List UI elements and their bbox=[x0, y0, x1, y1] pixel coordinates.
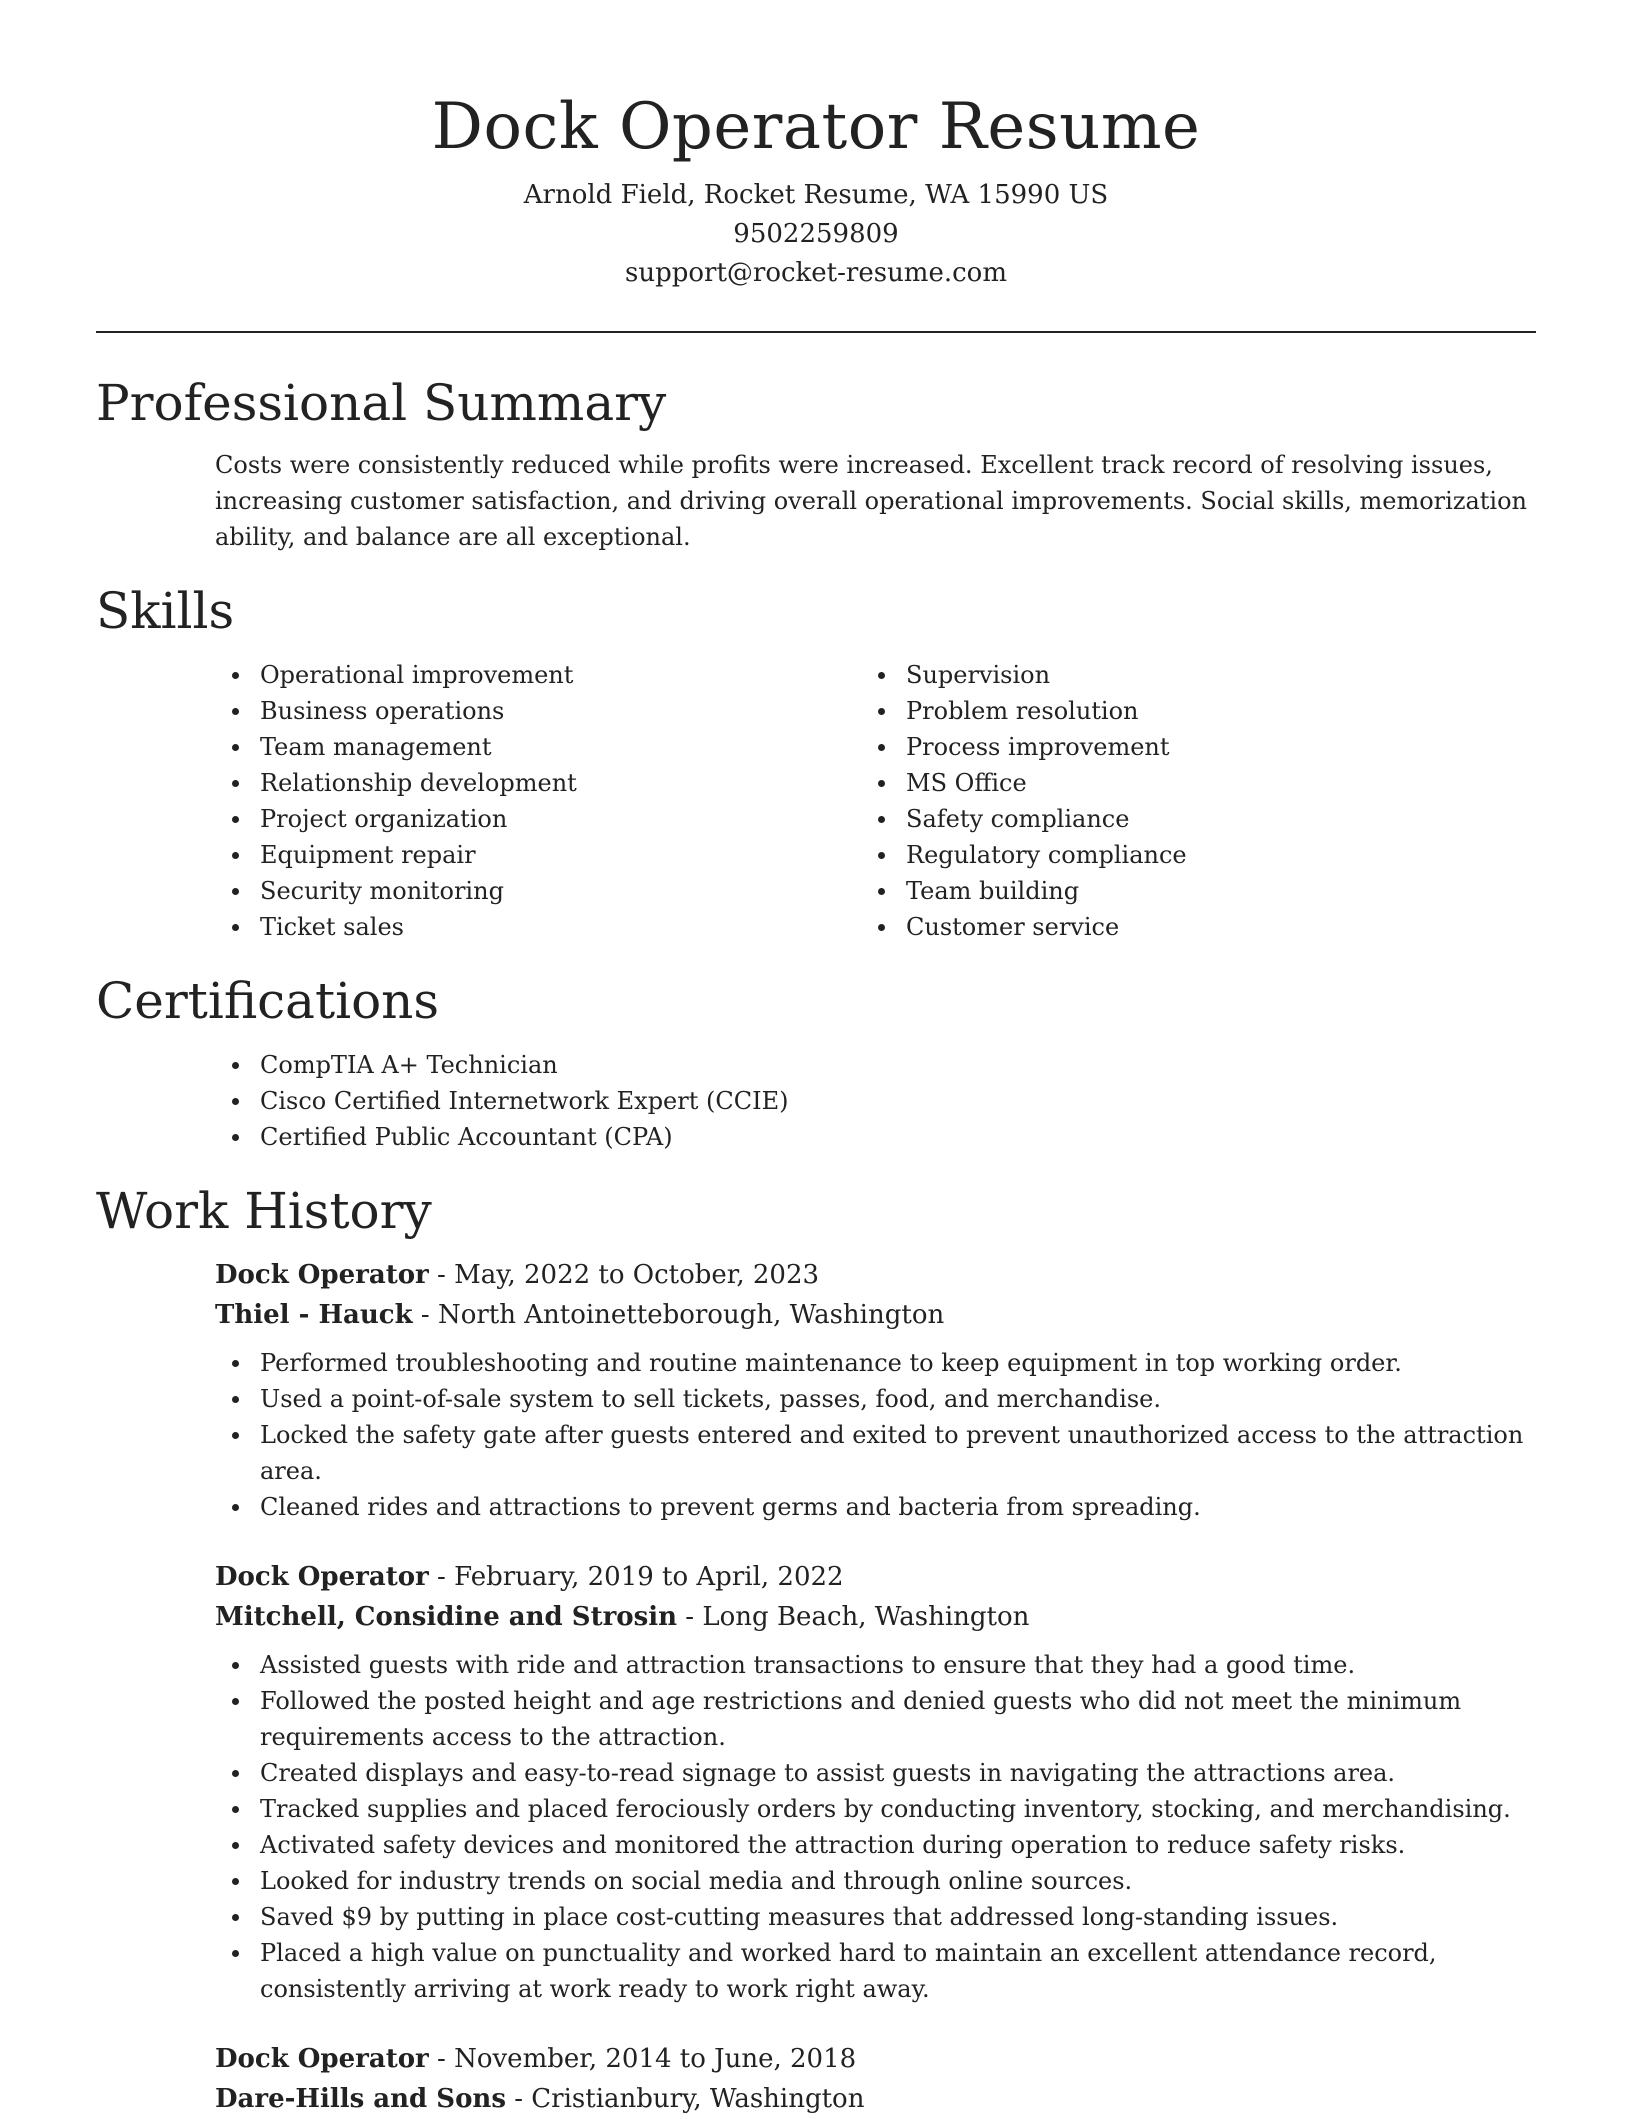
work-history-heading: Work History bbox=[96, 1182, 432, 1240]
skill-item: Project organization bbox=[96, 801, 746, 837]
job-separator: - bbox=[428, 1562, 455, 1592]
job-bullet: Assisted guests with ride and attraction transactions to ensure that they had a good time. bbox=[96, 1647, 1536, 1683]
job-company: Dare-Hills and Sons bbox=[215, 2084, 506, 2114]
job-bullet: Used a point-of-sale system to sell tickets, passes, food, and merchandise. bbox=[96, 1381, 1536, 1417]
job-company-line bbox=[215, 1597, 1536, 1637]
skill-item: Customer service bbox=[746, 909, 1396, 945]
skill-item: Team management bbox=[96, 729, 746, 765]
job-bullets bbox=[96, 1647, 1536, 2007]
job-title-line bbox=[215, 1255, 1536, 1295]
job-location: Long Beach, Washington bbox=[702, 1602, 1030, 1632]
skill-item: Relationship development bbox=[96, 765, 746, 801]
header-divider bbox=[96, 331, 1536, 333]
job-bullet: Activated safety devices and monitored the attraction during operation to reduce safety risks. bbox=[96, 1827, 1536, 1863]
skill-item: Equipment repair bbox=[96, 837, 746, 873]
contact-email: support@rocket-resume.com bbox=[624, 258, 1007, 288]
work-history-jobs bbox=[96, 1255, 1536, 2119]
work-history-section bbox=[96, 1181, 1536, 2119]
job-dates: November, 2014 to June, 2018 bbox=[454, 2044, 857, 2074]
job-bullets bbox=[96, 1345, 1536, 1525]
skill-item: Business operations bbox=[96, 693, 746, 729]
job-company: Mitchell, Considine and Strosin bbox=[215, 1602, 678, 1632]
job-separator: - bbox=[505, 2084, 532, 2114]
job-location: Cristianbury, Washington bbox=[531, 2084, 865, 2114]
contact-info bbox=[96, 176, 1536, 293]
job-bullet: Created displays and easy-to-read signage to assist guests in navigating the attractions area. bbox=[96, 1755, 1536, 1791]
contact-address: Arnold Field, Rocket Resume, WA 15990 US bbox=[523, 180, 1109, 210]
job-separator: - bbox=[677, 1602, 703, 1632]
skills-list-right bbox=[746, 657, 1396, 945]
contact-phone: 9502259809 bbox=[733, 219, 899, 249]
job-dates: February, 2019 to April, 2022 bbox=[454, 1562, 844, 1592]
job-bullet: Cleaned rides and attractions to prevent germs and bacteria from spreading. bbox=[96, 1489, 1536, 1525]
summary-heading: Professional Summary bbox=[96, 374, 667, 432]
job-bullet: Tracked supplies and placed ferociously orders by conducting inventory, stocking, and merchandising. bbox=[96, 1791, 1536, 1827]
skills-columns bbox=[96, 657, 1536, 945]
job-dates: May, 2022 to October, 2023 bbox=[454, 1260, 820, 1290]
skill-item: Safety compliance bbox=[746, 801, 1396, 837]
job-separator: - bbox=[428, 1260, 455, 1290]
certification-item: Cisco Certified Internetwork Expert (CCIE) bbox=[96, 1083, 1536, 1119]
skill-item: Problem resolution bbox=[746, 693, 1396, 729]
certification-item: CompTIA A+ Technician bbox=[96, 1047, 1536, 1083]
skills-section bbox=[96, 581, 1536, 945]
job-company-line bbox=[215, 2079, 1536, 2119]
skills-column-right bbox=[746, 657, 1396, 945]
skill-item: Supervision bbox=[746, 657, 1396, 693]
skill-item: MS Office bbox=[746, 765, 1396, 801]
job-title: Dock Operator bbox=[215, 1562, 429, 1592]
job-title-line bbox=[215, 2039, 1536, 2079]
job-bullet: Locked the safety gate after guests entered and exited to prevent unauthorized access to the attraction area. bbox=[96, 1417, 1536, 1489]
skill-item: Process improvement bbox=[746, 729, 1396, 765]
certification-item: Certified Public Accountant (CPA) bbox=[96, 1119, 1536, 1155]
skill-item: Team building bbox=[746, 873, 1396, 909]
skills-list-left bbox=[96, 657, 746, 945]
job-company: Thiel - Hauck bbox=[215, 1300, 413, 1330]
job-separator: - bbox=[412, 1300, 438, 1330]
certifications-list bbox=[96, 1047, 1536, 1155]
job-bullet: Saved $9 by putting in place cost-cutting measures that addressed long-standing issues. bbox=[96, 1899, 1536, 1935]
skills-heading: Skills bbox=[96, 582, 235, 640]
job-separator: - bbox=[428, 2044, 455, 2074]
summary-section bbox=[96, 373, 1536, 555]
skills-column-left bbox=[96, 657, 746, 945]
job-title: Dock Operator bbox=[215, 2044, 429, 2074]
job-title-line bbox=[215, 1557, 1536, 1597]
skill-item: Regulatory compliance bbox=[746, 837, 1396, 873]
job-location: North Antoinetteborough, Washington bbox=[437, 1300, 945, 1330]
job-entry bbox=[96, 1557, 1536, 2007]
job-entry bbox=[96, 1255, 1536, 1525]
job-company-line bbox=[215, 1295, 1536, 1335]
summary-text: Costs were consistently reduced while profits were increased. Excellent track record of resolving issues, increasing customer satisfaction, and driving overall operational improvements. Social skills, memorization ability, and balance are all exceptional. bbox=[215, 451, 1528, 551]
resume-page bbox=[96, 0, 1536, 2119]
skill-item: Ticket sales bbox=[96, 909, 746, 945]
certifications-section bbox=[96, 971, 1536, 1155]
certifications-heading: Certifications bbox=[96, 972, 440, 1030]
skill-item: Security monitoring bbox=[96, 873, 746, 909]
job-bullet: Followed the posted height and age restrictions and denied guests who did not meet the minimum requirements access to the attraction. bbox=[96, 1683, 1536, 1755]
job-bullet: Placed a high value on punctuality and worked hard to maintain an excellent attendance record, consistently arriving at work ready to work right away. bbox=[96, 1935, 1536, 2007]
job-entry bbox=[96, 2039, 1536, 2119]
job-title: Dock Operator bbox=[215, 1260, 429, 1290]
resume-title: Dock Operator Resume bbox=[431, 90, 1201, 164]
job-bullet: Performed troubleshooting and routine maintenance to keep equipment in top working order. bbox=[96, 1345, 1536, 1381]
resume-header bbox=[96, 0, 1536, 293]
skill-item: Operational improvement bbox=[96, 657, 746, 693]
job-bullet: Looked for industry trends on social media and through online sources. bbox=[96, 1863, 1536, 1899]
